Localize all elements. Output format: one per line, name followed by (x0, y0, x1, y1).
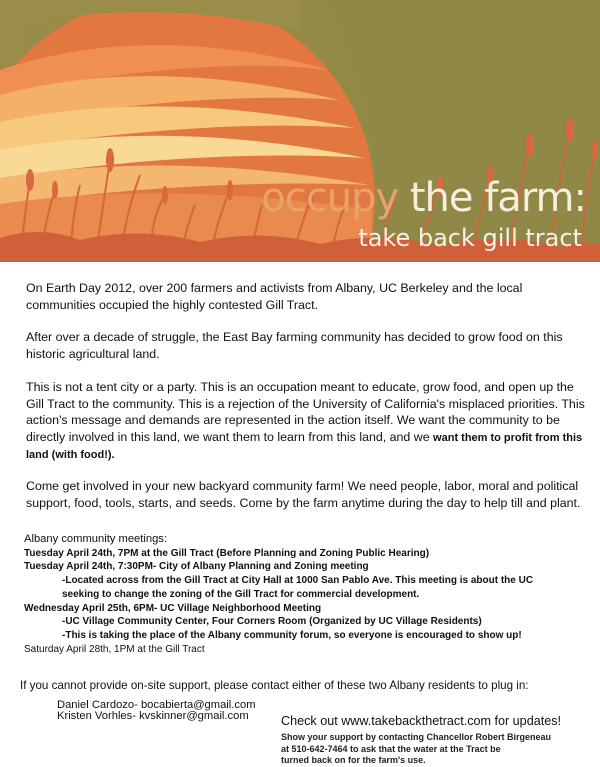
meeting-2-detail-1: -Located across from the Gill Tract at City Hall at 1000 San Pablo Ave. This meeting is about the UC (62, 575, 534, 587)
meetings-section (24, 533, 594, 656)
occupation-paragraph (26, 379, 586, 464)
chancellor-line-2: at 510-642-7464 to ask that the water at the Tract be (281, 743, 501, 754)
title-the-farm: the farm: (409, 175, 586, 221)
header-banner (0, 0, 600, 262)
struggle-paragraph: After over a decade of struggle, the East Bay farming community has decided to grow food on this historic agricultural land. (26, 330, 563, 361)
banner-title (261, 175, 586, 221)
contact-daniel: Daniel Cardozo- bocabierta@gmail.com (57, 699, 256, 711)
meeting-2-detail-2: seeking to change the zoning of the Gill Tract for commercial development. (62, 588, 420, 600)
title-occupy: occupy (261, 175, 399, 221)
support-text: If you cannot provide on-site support, please contact either of these two Albany residents to plug in: (20, 679, 529, 692)
meeting-3-detail-1: -UC Village Community Center, Four Corners Room (Organized by UC Village Residents) (62, 616, 482, 628)
banner-subtitle: take back gill tract (358, 224, 582, 252)
meeting-3-detail-2: -This is taking the place of the Albany community forum, so everyone is encouraged to show up! (62, 629, 522, 641)
chancellor-line-3: turned back on for the farm's use. (281, 755, 426, 766)
chancellor-line-1: Show your support by contacting Chancellor Robert Birgeneau (281, 732, 552, 742)
occupation-text: This is not a tent city or a party. This is an occupation meant to educate, grow food, and open up the Gill Tract to the community. This is a rejection of the University of California's misplaced priorities. This action's message and demands are represented in the action itself. We want the community to be directly involved in this land, we want them to learn from this land, and we (26, 380, 585, 444)
meeting-4: Saturday April 28th, 1PM at the Gill Tract (24, 643, 205, 655)
meeting-1: Tuesday April 24th, 7PM at the Gill Tract (Before Planning and Zoning Public Hearing) (24, 547, 430, 559)
chancellor-note (281, 732, 551, 767)
contact-kristen: Kristen Vorhles- kvskinner@gmail.com (57, 710, 249, 722)
contact-list (57, 700, 256, 722)
occupation-bold-text: want them to profit from this land (with food!). (26, 431, 583, 461)
get-involved-paragraph: Come get involved in your new backyard community farm! We need people, labor, moral and political support, food, tools, starts, and seeds. Come by the farm anytime during the day to help till and plant. (26, 479, 581, 510)
website-callout: Check out www.takebackthetract.com for updates! (281, 714, 561, 728)
intro-paragraph: On Earth Day 2012, over 200 farmers and activists from Albany, UC Berkeley and the local communities occupied the highly contested Gill Tract. (26, 281, 523, 312)
meeting-3: Wednesday April 25th, 6PM- UC Village Neighborhood Meeting (24, 602, 322, 614)
meeting-2: Tuesday April 24th, 7:30PM- City of Albany Planning and Zoning meeting (24, 561, 369, 573)
sunset-field-illustration (0, 0, 600, 262)
meetings-heading: Albany community meetings: (24, 533, 168, 545)
